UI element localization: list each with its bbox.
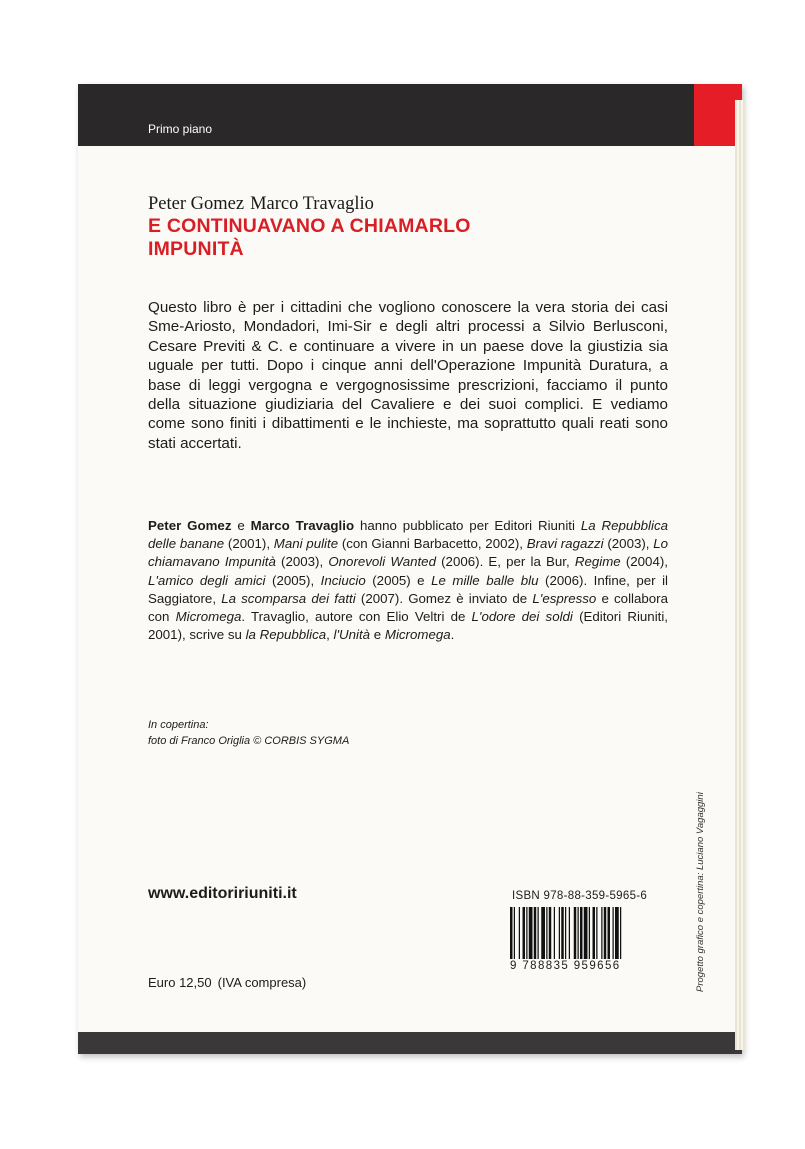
bottom-band (78, 1032, 742, 1054)
book-ref: Le mille balle blu (431, 572, 539, 588)
isbn-label: ISBN 978-88-359-5965-6 (512, 890, 648, 902)
barcode-bar (620, 907, 621, 959)
barcode-bar (514, 907, 515, 959)
barcode-bar (569, 907, 570, 959)
bio-author-name: Peter Gomez (148, 518, 232, 533)
barcode-bar (601, 907, 602, 959)
barcode-bar (604, 907, 607, 959)
book-ref: Bravi ragazzi (526, 536, 604, 552)
barcode (510, 907, 660, 959)
price-note: (IVA compresa) (217, 975, 307, 990)
price (148, 975, 306, 990)
publication-ref: L'espresso (532, 590, 597, 606)
barcode-bar (584, 907, 588, 959)
barcode-bar (565, 907, 566, 959)
series-label: Primo piano (148, 122, 213, 136)
barcode-bar (559, 907, 560, 959)
barcode-bar (580, 907, 583, 959)
publication-ref: la Repubblica (245, 627, 327, 643)
publication-ref: l'Unità (333, 627, 371, 643)
book-ref: Onorevoli Wanted (328, 554, 436, 570)
author-name: Marco Travaglio (250, 194, 374, 214)
barcode-bar (529, 907, 533, 959)
blurb-paragraph: Questo libro è per i cittadini che vogliono conoscere la vera storia dei casi Sme-Ariosto, Mondadori, Imi-Sir e degli altri processi a Silvio Berlusconi, Cesare Previti & C. e continuare a vivere in un paese dove la giustizia sia uguale per tutti. Dopo i cinque anni dell'Operazione Impunità Duratura, a base di leggi vergogna e vergognosissime prescrizioni, facciamo il punto della situazione giudiziaria del Cavaliere e dei suoi complici. E vediamo come sono finiti i dibattimenti e le inchieste, ma soprattutto quali reati sono stati accertati. (148, 299, 668, 452)
book-back-cover (78, 84, 742, 1054)
barcode-bar (608, 907, 611, 959)
barcode-bar (519, 907, 520, 959)
publication-ref: Micromega (175, 609, 242, 625)
barcode-bar (613, 907, 614, 959)
cover-photo-credit: In copertina: foto di Franco Origlia © CORBIS SYGMA (148, 719, 350, 747)
barcode-bar (523, 907, 526, 959)
barcode-bar (578, 907, 579, 959)
barcode-bar (561, 907, 564, 959)
publisher-website[interactable]: www.editoririuniti.it (148, 885, 297, 902)
barcode-bar (534, 907, 537, 959)
book-ref: La Repubblica delle banane (148, 518, 669, 552)
bio-author-name: Marco Travaglio (250, 518, 355, 533)
barcode-bar (549, 907, 552, 959)
price-value: Euro 12,50 (148, 975, 212, 990)
book-ref: La scomparsa dei fatti (221, 590, 356, 606)
top-band (78, 84, 694, 146)
title-line: IMPUNITÀ (148, 238, 244, 260)
page-edges (735, 100, 745, 1050)
barcode-bar (574, 907, 577, 959)
publication-ref: Micromega (384, 627, 451, 643)
book-title (148, 215, 471, 261)
isbn-digits: 9 788835 959656 (510, 960, 621, 972)
barcode-bar (510, 907, 513, 959)
authors-line (148, 194, 374, 215)
barcode-bar (541, 907, 545, 959)
author-bio: Peter Gomez e Marco Travaglio hanno pubblicato per Editori Riuniti La Repubblica delle banane (2001), Mani pulite (con Gianni Barbacetto, 2002), Bravi ragazzi (2003), Lo chiamavano Impunità (2003), Onorevoli Wanted (2006). E, per la Bur, Regime (2004), L'amico degli amici (2005), Inciucio (2005) e Le mille balle blu (2006). Infine, per il Saggiatore, La scomparsa dei fatti (2007). Gomez è inviato de L'espresso e collabora con Micromega. Travaglio, autore con Elio Veltri de L'odore dei soldi (Editori Riuniti, 2001), scrive su la Repubblica, l'Unità e Micromega. (148, 518, 669, 643)
book-ref: Inciucio (320, 572, 366, 588)
barcode-bar (538, 907, 539, 959)
title-line: E CONTINUAVANO A CHIAMARLO (148, 215, 471, 237)
barcode-bar (546, 907, 547, 959)
barcode-bar (596, 907, 597, 959)
author-name: Peter Gomez (148, 194, 245, 214)
book-ref: Mani pulite (273, 536, 339, 552)
book-ref: Regime (574, 554, 621, 570)
barcode-bar (554, 907, 555, 959)
design-credit: Progetto grafico e copertina: Luciano Vagaggini (695, 792, 706, 992)
barcode-bar (593, 907, 596, 959)
book-ref: L'odore dei soldi (471, 609, 573, 625)
book-ref: L'amico degli amici (148, 572, 266, 588)
barcode-bar (615, 907, 619, 959)
barcode-bar (526, 907, 527, 959)
barcode-bar (589, 907, 590, 959)
book-ref: Lo chiamavano Impunità (148, 536, 668, 570)
